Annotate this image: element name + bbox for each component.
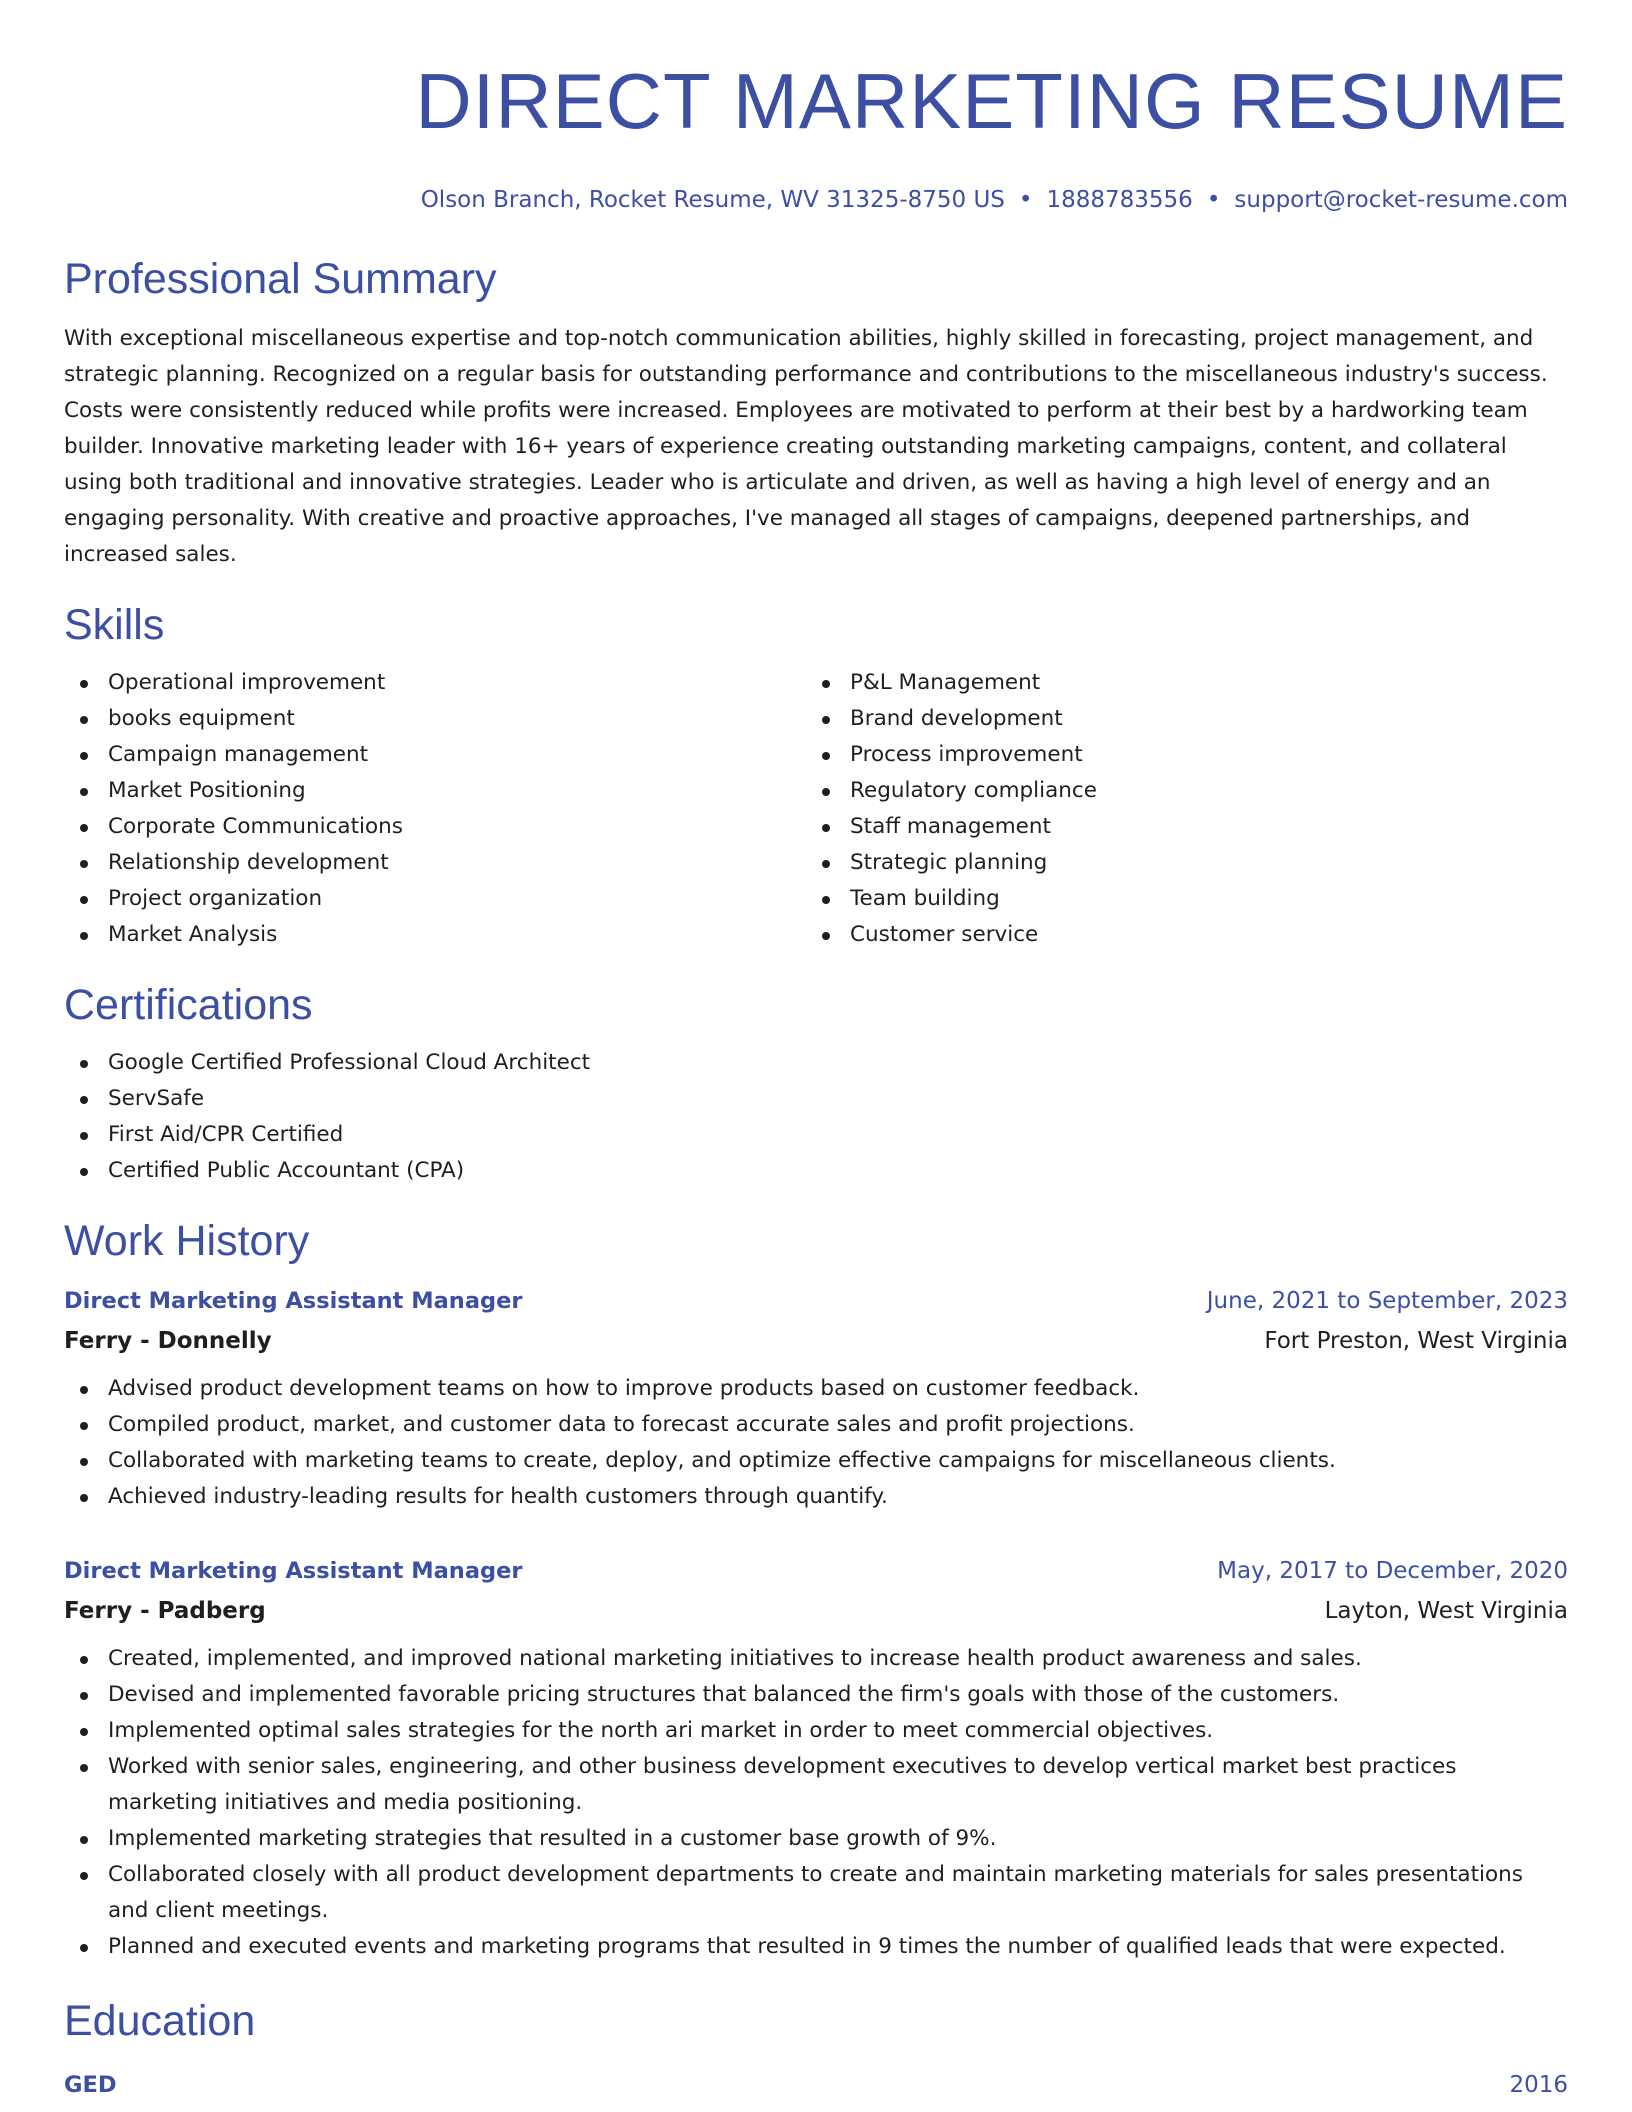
- job-title: Direct Marketing Assistant Manager: [64, 1558, 523, 1584]
- skill-item: Brand development: [806, 701, 1548, 737]
- job-bullet: Collaborated closely with all product development departments to create and maintain marketing materials for sales presentations and client meetings.: [64, 1857, 1568, 1929]
- summary-heading: Professional Summary: [64, 255, 497, 303]
- skill-item: Relationship development: [64, 845, 806, 881]
- job-bullet: Compiled product, market, and customer data to forecast accurate sales and profit projections.: [64, 1407, 1568, 1443]
- contact-email[interactable]: support@rocket-resume.com: [1234, 187, 1568, 213]
- job-header-row: [64, 1281, 1568, 1321]
- job-title: Direct Marketing Assistant Manager: [64, 1288, 523, 1314]
- education-entry: [64, 2065, 1568, 2105]
- skill-item: Team building: [806, 881, 1548, 917]
- skill-item: Process improvement: [806, 737, 1548, 773]
- skill-item: Customer service: [806, 917, 1548, 953]
- certification-item: ServSafe: [64, 1081, 1568, 1117]
- job-entry: [64, 1551, 1568, 1965]
- skill-item: Staff management: [806, 809, 1548, 845]
- certification-item: First Aid/CPR Certified: [64, 1117, 1568, 1153]
- job-bullet: Implemented marketing strategies that resulted in a customer base growth of 9%.: [64, 1821, 1568, 1857]
- education-year: 2016: [1509, 2072, 1568, 2098]
- skill-item: Project organization: [64, 881, 806, 917]
- certifications-heading: Certifications: [64, 981, 313, 1029]
- job-bullet: Planned and executed events and marketing programs that resulted in 9 times the number of qualified leads that were expected.: [64, 1929, 1568, 1965]
- skill-item: Market Analysis: [64, 917, 806, 953]
- job-entry: [64, 1281, 1568, 1515]
- job-bullets: [64, 1371, 1568, 1515]
- certifications-list: [64, 1045, 1568, 1189]
- job-bullets: [64, 1641, 1568, 1965]
- job-company: Ferry - Padberg: [64, 1598, 266, 1624]
- skill-item: books equipment: [64, 701, 806, 737]
- work-history-heading: Work History: [64, 1217, 310, 1265]
- job-company-row: [64, 1591, 1568, 1631]
- skills-columns: [64, 665, 1568, 953]
- summary-text: With exceptional miscellaneous expertise and top-notch communication abilities, highly skilled in forecasting, project management, and strategic planning. Recognized on a regular basis for outstanding performance and contributions to the miscellaneous industry's success. Costs were consistently reduced while profits were increased. Employees are motivated to perform at their best by a hardworking team builder. Innovative marketing leader with 16+ years of experience creating outstanding marketing campaigns, content, and collateral using both traditional and innovative strategies. Leader who is articulate and driven, as well as having a high level of energy and an engaging personality. With creative and proactive approaches, I've managed all stages of campaigns, deepened partnerships, and increased sales.: [64, 326, 1548, 567]
- skill-item: Operational improvement: [64, 665, 806, 701]
- skill-item: Market Positioning: [64, 773, 806, 809]
- job-header-row: [64, 1551, 1568, 1591]
- skills-list-right: [806, 665, 1548, 953]
- job-bullet: Advised product development teams on how to improve products based on customer feedback.: [64, 1371, 1568, 1407]
- education-degree: GED: [64, 2072, 117, 2098]
- resume-title: DIRECT MARKETING RESUME: [415, 57, 1568, 145]
- skill-item: Campaign management: [64, 737, 806, 773]
- job-bullet: Created, implemented, and improved national marketing initiatives to increase health product awareness and sales.: [64, 1641, 1568, 1677]
- job-dates: June, 2021 to September, 2023: [1206, 1288, 1568, 1314]
- job-bullet: Implemented optimal sales strategies for the north ari market in order to meet commercial objectives.: [64, 1713, 1568, 1749]
- skill-item: Corporate Communications: [64, 809, 806, 845]
- skills-heading: Skills: [64, 601, 165, 649]
- job-company: Ferry - Donnelly: [64, 1328, 272, 1354]
- job-bullet: Achieved industry-leading results for health customers through quantify.: [64, 1479, 1568, 1515]
- job-dates: May, 2017 to December, 2020: [1217, 1558, 1568, 1584]
- skills-list-left: [64, 665, 806, 953]
- job-bullet: Worked with senior sales, engineering, and other business development executives to develop vertical market best practices marketing initiatives and media positioning.: [64, 1749, 1568, 1821]
- skill-item: Regulatory compliance: [806, 773, 1548, 809]
- resume-page: [64, 0, 1568, 2105]
- contact-address: Olson Branch, Rocket Resume, WV 31325-8750 US: [420, 187, 1005, 213]
- contact-phone: 1888783556: [1046, 187, 1193, 213]
- certification-item: Google Certified Professional Cloud Architect: [64, 1045, 1568, 1081]
- skill-item: P&L Management: [806, 665, 1548, 701]
- job-company-row: [64, 1321, 1568, 1361]
- job-bullet: Devised and implemented favorable pricing structures that balanced the firm's goals with those of the customers.: [64, 1677, 1568, 1713]
- skill-item: Strategic planning: [806, 845, 1548, 881]
- contact-separator: •: [1018, 187, 1033, 213]
- contact-separator: •: [1206, 187, 1221, 213]
- contact-line: [64, 185, 1568, 215]
- job-location: Layton, West Virginia: [1324, 1598, 1568, 1624]
- certification-item: Certified Public Accountant (CPA): [64, 1153, 1568, 1189]
- job-bullet: Collaborated with marketing teams to create, deploy, and optimize effective campaigns for miscellaneous clients.: [64, 1443, 1568, 1479]
- education-heading: Education: [64, 1997, 256, 2045]
- job-location: Fort Preston, West Virginia: [1264, 1328, 1568, 1354]
